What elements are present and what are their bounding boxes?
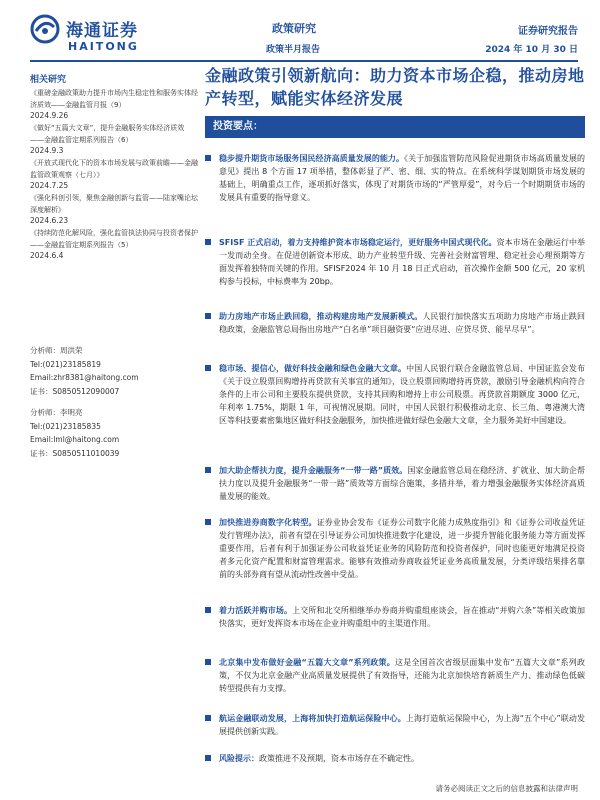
related-item[interactable] [30, 158, 198, 191]
related-item-text: 《持续防范化解风险，强化监管执法协同与投资者保护——金融监管定期系列报告（5） [30, 229, 198, 249]
key-point-body: 证券业协会发布《证券公司数字化能力成熟度指引》和《证券公司收益凭证发行管理办法》，前者有望在引导证券公司加快推进数字化建设，进一步提升智能化服务能力等方面发挥重要作用，后者有利于加强证券公司收益凭证业务的风险防范和投资者保护，同时也能更好地满足投资者多元化资产配置和财富管理需求。能够有效推动券商收益凭证业务高质量发展，分类评级结果排名靠前的头部券商有望从流动性改善中受益。 [219, 518, 586, 579]
related-item[interactable] [30, 88, 198, 121]
report-title: 金融政策引领新航向：助力资本市场企稳，推动房地产转型，赋能实体经济发展 [205, 66, 585, 108]
related-item-date: 2024.6.23 [30, 216, 69, 225]
key-point-heading: 助力房地产市场止跌回稳，推动构建房地产发展新模式。 [219, 312, 423, 321]
key-point-heading: 风险提示： [219, 754, 259, 763]
key-point [205, 656, 585, 695]
report-subtype: 政策半月报告 [266, 45, 321, 55]
report-date: 2024 年 10 月 30 日 [485, 45, 578, 55]
analyst-cert: 证书：S0850511010039 [30, 448, 120, 458]
analyst-email[interactable]: Email:lml@haitong.com [30, 435, 120, 444]
disclaimer-footer: 请务必阅读正文之后的信息披露和法律声明 [435, 784, 578, 793]
report-type: 政策研究 [272, 22, 316, 35]
key-point-heading: 北京集中发布做好金融“五篇大文章”系列政策。 [219, 658, 395, 667]
related-item[interactable] [30, 193, 198, 226]
related-item[interactable] [30, 123, 198, 156]
bullet-icon [205, 467, 211, 473]
bullet-icon [205, 715, 211, 721]
related-item-text: 《做好“五篇大文章”，提升金融服务实体经济质效——金融监管定期系列报告（6） [30, 124, 185, 144]
analyst-name: 分析师：李明亮 [30, 408, 83, 417]
related-item-text: 《开放式现代化下的资本市场发展与政策前瞻——金融监管政策观察（七月）》 [30, 159, 198, 179]
key-point [205, 362, 585, 427]
analyst-info [30, 344, 198, 460]
key-point-heading: 加大助企帮扶力度，提升金融服务“一带一路”质效。 [219, 466, 408, 475]
bullet-icon [205, 519, 211, 525]
logo-cn-text: 海通证券 [66, 21, 138, 41]
report-header [0, 0, 600, 64]
key-point-body: 政策推进不及预期，资本市场存在不确定性。 [259, 754, 419, 763]
bullet-icon [205, 755, 211, 761]
key-point-body: 资本市场在金融运行中举一发而动全身。在促进创新资本形成、助力产业转型升级、完善社会财富管理、稳定社会心理预期等方面发挥着独特而关键的作用。SFISF2024 年 10 月 18 日正式启动，首次操作金额 500 亿元，20 家机构参与投标，中标费率为 20bp。 [219, 238, 586, 286]
key-point-body: 上海打造航运保险中心，为上海“五个中心”联动发展提供创新实践。 [219, 714, 585, 736]
key-point [205, 464, 585, 503]
bullet-icon [205, 239, 211, 245]
related-research-title: 相关研究 [30, 75, 67, 85]
key-point [205, 236, 585, 288]
related-item-date: 2024.9.26 [30, 111, 69, 120]
analyst-email[interactable]: Email:zhr8381@haitong.com [30, 373, 139, 382]
related-item-text: 《重磅金融政策助力提升市场内生稳定性和服务实体经济质效——金融监管月报（9） [30, 89, 198, 109]
key-point [205, 152, 585, 204]
report-category: 证券研究报告 [518, 26, 578, 37]
key-point-body: 《关于加强监管防范风险促进期货市场高质量发展的意见》提出 8 个方面 17 项举措，整体彰显了严、密、细、实的特点。在系统科学谋划期货市场发展的基础上，明确重点工作，逐项抓好落实，体现了对期货市场的“严管厚爱”，对今后一个时期期货市场的发展具有重要的指导意义。 [219, 154, 586, 202]
key-point [205, 310, 585, 336]
bullet-icon [205, 607, 211, 613]
analyst-cert: 证书：S0850512090007 [30, 386, 120, 396]
key-point-heading: 加快推进券商数字化转型。 [219, 518, 317, 527]
key-point [205, 604, 585, 630]
key-point [205, 712, 585, 738]
key-point [205, 752, 585, 765]
related-item-date: 2024.6.4 [30, 251, 64, 260]
bullet-icon [205, 659, 211, 665]
analyst-tel: Tel:(021)23185835 [30, 421, 101, 431]
bullet-icon [205, 313, 211, 319]
related-item-date: 2024.7.25 [30, 181, 69, 190]
key-point-body: 人民银行加快落实五项助力房地产市场止跌回稳政策，金融监管总局指出房地产“白名单”项目融资要“应进尽进、应贷尽贷、能早尽早”。 [219, 312, 585, 334]
key-point-heading: 稳市场、提信心，做好科技金融和绿色金融大文章。 [219, 364, 407, 373]
key-point-body: 这是全国首次省级层面集中发布“五篇大文章”系列政策，不仅为北京金融产业高质量发展提供了有效指导，还能为北京加快培育新质生产力、推动绿色低碳转型提供有力支撑。 [219, 658, 585, 693]
key-point-body: 国家金融监管总局在稳经济、扩就业、加大助企帮扶力度以及提升金融服务“一带一路”质效等方面综合施策，多措并举，着力增强金融服务实体经济高质量发展的能效。 [219, 466, 585, 501]
analyst-tel: Tel:(021)23185819 [30, 359, 101, 369]
key-point-body: 上交所和北交所相继举办券商并购重组座谈会，旨在推动“并购六条”等相关政策加快落实，更好发挥资本市场在企业并购重组中的主渠道作用。 [219, 606, 585, 628]
related-research [30, 72, 198, 263]
key-point-heading: 着力活跃并购市场。 [219, 606, 293, 615]
key-point-heading: 稳步提升期货市场服务国民经济高质量发展的能力。 [219, 154, 405, 163]
related-item[interactable] [30, 228, 198, 261]
bullet-icon [205, 365, 211, 371]
key-point [205, 516, 585, 581]
key-point-heading: SFISF 正式启动，着力支持维护资本市场稳定运行，更好服务中国式现代化。 [219, 238, 497, 247]
key-point-heading: 航运金融联动发展，上海将加快打造航运保险中心。 [219, 714, 406, 723]
key-points-header: 投资要点： [205, 116, 585, 138]
analyst-name: 分析师：周洪荣 [30, 346, 83, 355]
related-item-text: 《强化科创引领，聚焦金融创新与监管——陆家嘴论坛深度解析》 [30, 194, 198, 214]
main-content [205, 62, 585, 138]
bullet-icon [205, 155, 211, 161]
haitong-logo-icon [30, 14, 60, 44]
logo-en-text: HAITONG [68, 40, 139, 53]
key-point-body: 中国人民银行联合金融监管总局、中国证监会发布《关于设立股票回购增持再贷款有关事宜的通知》，设立股票回购增持再贷款，激励引导金融机构向符合条件的上市公司和主要股东提供贷款，支持其回购和增持上市公司股票。再贷款首期额度 3000 亿元，年利率 1.75%，期限 1 年，可视情况展期。同时，中国人民银行积极推动北京、长三角、粤港澳大湾区等科技要素密集地区做好科技金融服务，加快推进做好绿色金融大文章，全力服务美好中国建设。 [219, 364, 586, 425]
haitong-logo [30, 10, 165, 58]
related-item-date: 2024.9.3 [30, 146, 64, 155]
